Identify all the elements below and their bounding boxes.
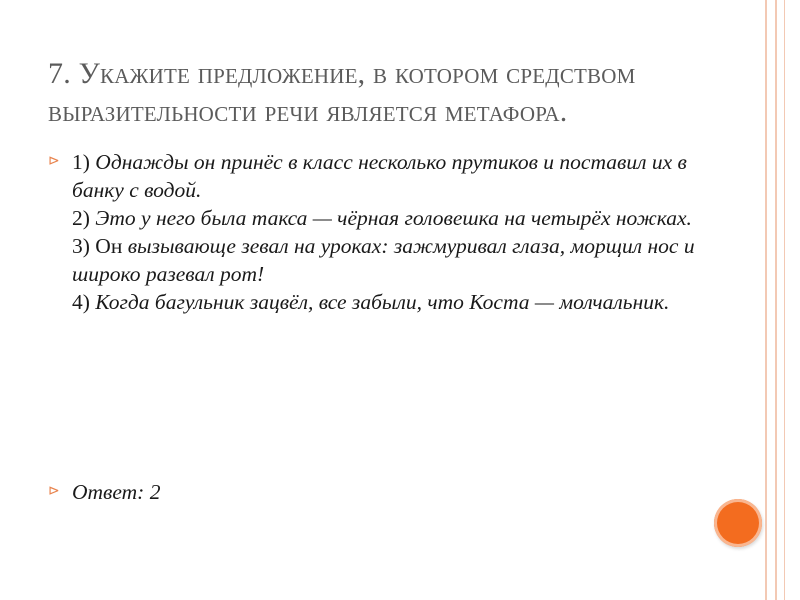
question-body [48,148,728,316]
option-number: 2) [72,206,90,230]
bullet-arrow-icon: ⊳ [48,154,60,169]
option-number: 1) [72,150,90,174]
bullet-arrow-icon: ⊳ [48,484,60,499]
option-3 [72,232,728,288]
option-text: Однажды он принёс в класс несколько прутиков и поставил их в банку с водой. [72,150,687,202]
answer-row [48,478,672,506]
decorative-border-line [765,0,767,600]
option-text: вызывающе зевал на уроках: зажмуривал глаза, морщил нос и широко разевал рот! [72,234,695,286]
option-prefix: Он [95,234,123,258]
answer-text: Ответ: 2 [72,480,161,504]
decorative-border-line [784,0,785,600]
option-4 [72,288,728,316]
option-1 [72,148,728,204]
option-text: Когда багульник зацвёл, все забыли, что Коста — молчальник. [95,290,670,314]
slide-title: 7. Укажите предложение, в котором средством выразительности речи является метафора. [48,57,636,128]
decorative-orange-circle [714,499,762,547]
option-number: 3) [72,234,90,258]
option-2 [72,204,728,232]
option-text: Это у него была такса — чёрная головешка на четырёх ножках. [95,206,692,230]
option-number: 4) [72,290,90,314]
decorative-border-line [775,0,777,600]
options-list [48,148,728,316]
